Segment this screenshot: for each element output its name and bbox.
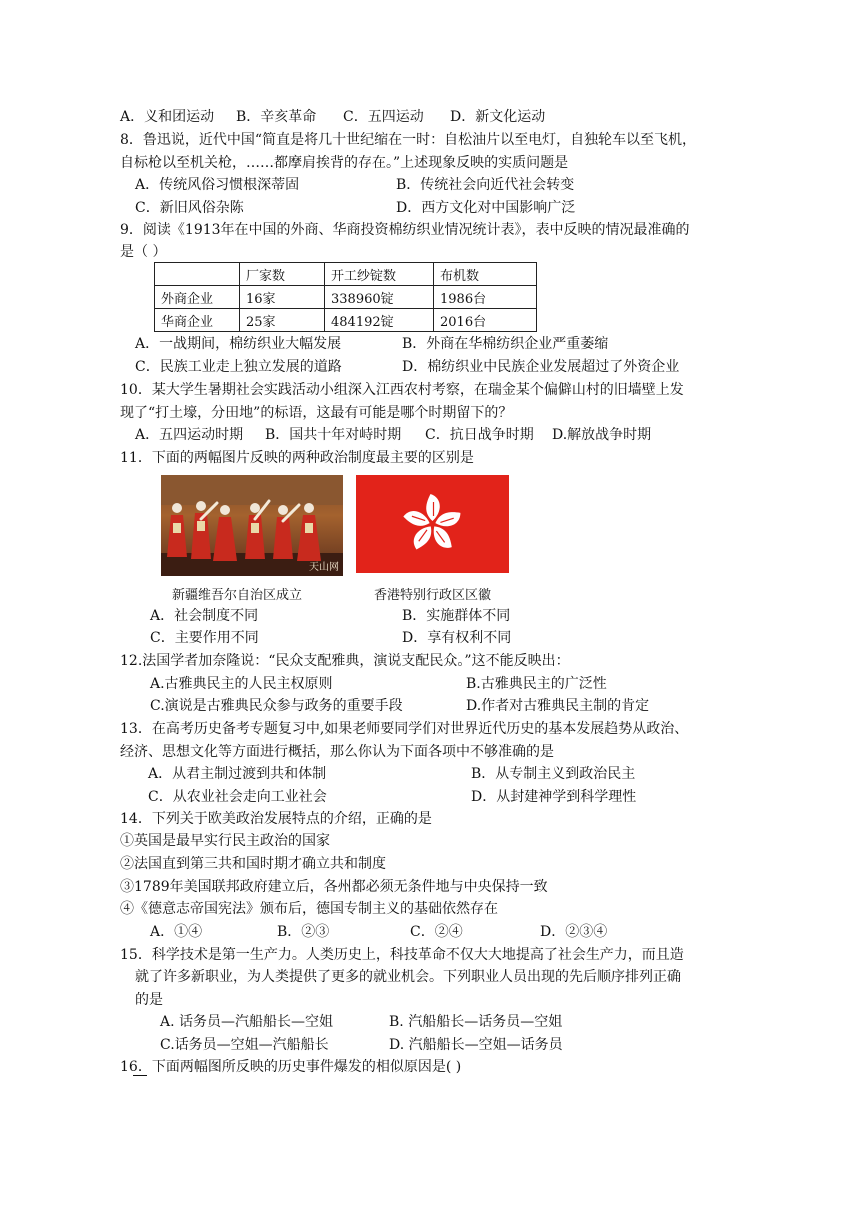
q9-option-a: A．一战期间，棉纺织业大幅发展 [135, 336, 342, 352]
q10-stem-line1: 10．某大学生暑期社会实践活动小组深入江西农村考察，在瑞金某个偏僻山村的旧墙壁上发 [120, 382, 684, 398]
table-cell: 16家 [240, 286, 325, 309]
q10-option-c: C．抗日战争时期 [425, 427, 534, 443]
q10-option-b: B．国共十年对峙时期 [265, 427, 402, 443]
q16-underline [133, 1075, 147, 1076]
q7-option-d: D．新文化运动 [450, 109, 546, 125]
q14-option-a: A．①④ [150, 924, 203, 940]
q8-option-b: B．传统社会向近代社会转变 [396, 177, 575, 193]
table-row [155, 309, 537, 332]
q7-option-b: B．辛亥革命 [236, 109, 317, 125]
q14-item-2: ②法国直到第三共和国时期才确立共和制度 [120, 856, 386, 872]
table-header-cell: 开工纱锭数 [325, 263, 434, 286]
q10-stem-line2: 现了“打土壕，分田地”的标语，这最有可能是哪个时期留下的？ [120, 405, 513, 421]
q15-option-c: C.话务员—空姐—汽船船长 [160, 1037, 329, 1053]
table-cell: 484192锭 [325, 309, 434, 332]
q12-option-b: B.古雅典民主的广泛性 [466, 676, 607, 692]
q10-option-d: D.解放战争时期 [552, 427, 652, 443]
q9-option-c: C．民族工业走上独立发展的道路 [135, 359, 342, 375]
hong-kong-flag [356, 475, 509, 573]
q8-option-c: C．新旧风俗杂陈 [135, 200, 244, 216]
q15-stem-line1: 15．科学技术是第一生产力。人类历史上，科技革命不仅大大地提高了社会生产力，而且造 [120, 947, 684, 963]
table-header-cell [155, 263, 240, 286]
q15-option-d: D. 汽船船长—空姐—话务员 [389, 1037, 563, 1053]
q11-option-d: D．享有权利不同 [402, 630, 512, 646]
q14-option-d: D．②③④ [540, 924, 608, 940]
q9-option-b: B．外商在华棉纺织企业严重萎缩 [402, 336, 609, 352]
q16-stem-line1: 16．下面两幅图所反映的历史事件爆发的相似原因是( ) [120, 1059, 462, 1075]
photo-watermark: 天山网 [309, 562, 339, 573]
q7-option-a: A．义和团运动 [120, 109, 215, 125]
table-cell: 338960锭 [325, 286, 434, 309]
q14-option-c: C．②④ [410, 924, 463, 940]
q10-option-a: A．五四运动时期 [135, 427, 244, 443]
q8-option-a: A．传统风俗习惯根深蒂固 [135, 177, 300, 193]
q9-statistics-table [154, 262, 537, 332]
q8-stem-line1: 8．鲁迅说，近代中国“简直是将几十世纪缩在一时：自松油片以至电灯，自独轮车以至飞机， [120, 132, 697, 148]
q13-stem-line2: 经济、思想文化等方面进行概括，那么你认为下面各项中不够准确的是 [120, 744, 554, 760]
q15-stem-line3: 的是 [135, 992, 163, 1008]
table-header-row [155, 263, 537, 286]
q15-option-b: B. 汽船船长—话务员—空姐 [389, 1014, 563, 1030]
bauhinia-emblem-icon [356, 475, 509, 573]
xinjiang-dance-photo [161, 475, 343, 576]
caption-xinjiang: 新疆维吾尔自治区成立 [172, 588, 303, 603]
q12-option-a: A.古雅典民主的人民主权原则 [150, 676, 333, 692]
caption-hong-kong: 香港特别行政区区徽 [374, 588, 492, 603]
q14-stem-line1: 14．下列关于欧美政治发展特点的介绍，正确的是 [120, 811, 432, 827]
q12-option-c: C.演说是古雅典民众参与政务的重要手段 [150, 698, 403, 714]
table-header-cell: 厂家数 [240, 263, 325, 286]
table-cell: 2016台 [434, 309, 537, 332]
q14-item-4: ④《德意志帝国宪法》颁布后，德国专制主义的基础依然存在 [120, 901, 498, 917]
q13-option-a: A．从君主制过渡到共和体制 [148, 766, 327, 782]
table-cell: 外商企业 [155, 286, 240, 309]
table-cell: 25家 [240, 309, 325, 332]
table-cell: 华商企业 [155, 309, 240, 332]
q14-option-b: B．②③ [277, 924, 330, 940]
q8-option-d: D．西方文化对中国影响广泛 [396, 200, 576, 216]
q12-option-d: D.作者对古雅典民主制的肯定 [466, 698, 650, 714]
table-header-cell: 布机数 [434, 263, 537, 286]
q14-item-3: ③1789年美国联邦政府建立后，各州都必须无条件地与中央保持一致 [120, 879, 548, 895]
q11-stem-line1: 11．下面的两幅图片反映的两种政治制度最主要的区别是 [120, 450, 474, 466]
q12-stem-line1: 12.法国学者加奈隆说：“民众支配雅典，演说支配民众。”这不能反映出： [120, 653, 570, 669]
q13-stem-line1: 13．在高考历史备考专题复习中,如果老师要同学们对世界近代历史的基本发展趋势从政治、 [120, 721, 689, 737]
q7-option-c: C．五四运动 [343, 109, 424, 125]
q9-option-d: D．棉纺织业中民族企业发展超过了外资企业 [402, 359, 680, 375]
table-row [155, 286, 537, 309]
q9-stem-line1: 9．阅读《1913年在中国的外商、华商投资棉纺织业情况统计表》，表中反映的情况最准确的 [120, 222, 690, 238]
q13-option-d: D．从封建神学到科学理性 [471, 789, 637, 805]
table-cell: 1986台 [434, 286, 537, 309]
q11-option-a: A．社会制度不同 [150, 608, 259, 624]
q11-option-c: C．主要作用不同 [150, 630, 259, 646]
q8-stem-line2: 自标枪以至机关枪，……都摩肩挨背的存在。”上述现象反映的实质问题是 [120, 155, 569, 171]
q13-option-c: C．从农业社会走向工业社会 [148, 789, 327, 805]
q9-stem-line2: 是（ ） [120, 244, 167, 260]
q13-option-b: B．从专制主义到政治民主 [471, 766, 636, 782]
q11-option-b: B．实施群体不同 [402, 608, 511, 624]
q14-item-1: ①英国是最早实行民主政治的国家 [120, 833, 330, 849]
q15-option-a: A. 话务员—汽船船长—空姐 [160, 1014, 334, 1030]
q15-stem-line2: 就了许多新职业，为人类提供了更多的就业机会。下列职业人员出现的先后顺序排列正确 [135, 969, 681, 985]
